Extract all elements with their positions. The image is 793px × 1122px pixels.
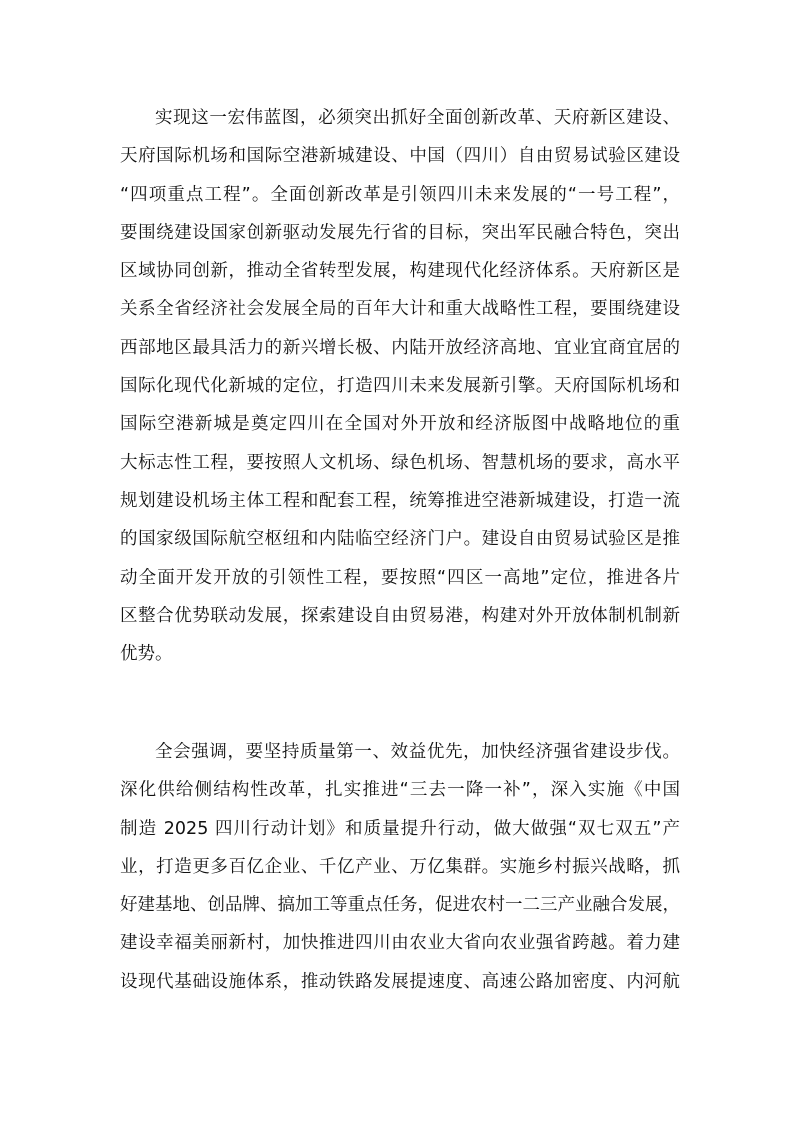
text-line: 规划建设机场主体工程和配套工程，统筹推进空港新城建设，打造一流 bbox=[120, 490, 680, 511]
text-line: 西部地区最具活力的新兴增长极、内陆开放经济高地、宜业宜商宜居的 bbox=[120, 337, 680, 358]
text-line: 国际化现代化新城的定位，打造四川未来发展新引擎。天府国际机场和 bbox=[120, 376, 680, 397]
text-line: 区域协同创新，推动全省转型发展，构建现代化经济体系。天府新区是 bbox=[120, 261, 680, 282]
text-line: 国际空港新城是奠定四川在全国对外开放和经济版图中战略地位的重 bbox=[120, 414, 680, 435]
text-line: 业，打造更多百亿企业、千亿产业、万亿集群。实施乡村振兴战略，抓 bbox=[120, 856, 680, 877]
text-line: 要围绕建设国家创新驱动发展先行省的目标，突出军民融合特色，突出 bbox=[120, 222, 680, 243]
paragraph-1 bbox=[120, 99, 680, 673]
text-line: 全会强调，要坚持质量第一、效益优先，加快经济强省建设步伐。 bbox=[155, 742, 680, 762]
text-line: 天府国际机场和国际空港新城建设、中国（四川）自由贸易试验区建设 bbox=[120, 146, 680, 167]
text-line: 区整合优势联动发展，探索建设自由贸易港，构建对外开放体制机制新 bbox=[120, 605, 680, 626]
text-line: 建设幸福美丽新村，加快推进四川由农业大省向农业强省跨越。着力建 bbox=[120, 933, 680, 954]
text-line: 的国家级国际航空枢纽和内陆临空经济门户。建设自由贸易试验区是推 bbox=[120, 529, 680, 550]
text-line: 好建基地、创品牌、搞加工等重点任务，促进农村一二三产业融合发展， bbox=[120, 895, 680, 916]
text-line: 制造 2025 四川行动计划》和质量提升行动，做大做强“双七双五”产 bbox=[120, 818, 680, 839]
text-line: 动全面开发开放的引领性工程，要按照“四区一高地”定位，推进各片 bbox=[120, 567, 680, 588]
text-line: 关系全省经济社会发展全局的百年大计和重大战略性工程，要围绕建设 bbox=[120, 299, 680, 320]
text-line: 优势。 bbox=[120, 644, 173, 665]
text-line: 实现这一宏伟蓝图，必须突出抓好全面创新改革、天府新区建设、 bbox=[155, 108, 680, 128]
text-line: 大标志性工程，要按照人文机场、绿色机场、智慧机场的要求，高水平 bbox=[120, 452, 680, 473]
paragraph-2 bbox=[120, 733, 680, 1001]
text-line: 设现代基础设施体系，推动铁路发展提速度、高速公路加密度、内河航 bbox=[120, 971, 680, 992]
text-line: 深化供给侧结构性改革，扎实推进“三去一降一补”，深入实施《中国 bbox=[120, 780, 680, 801]
text-line: “四项重点工程”。全面创新改革是引领四川未来发展的“一号工程”， bbox=[120, 184, 680, 205]
